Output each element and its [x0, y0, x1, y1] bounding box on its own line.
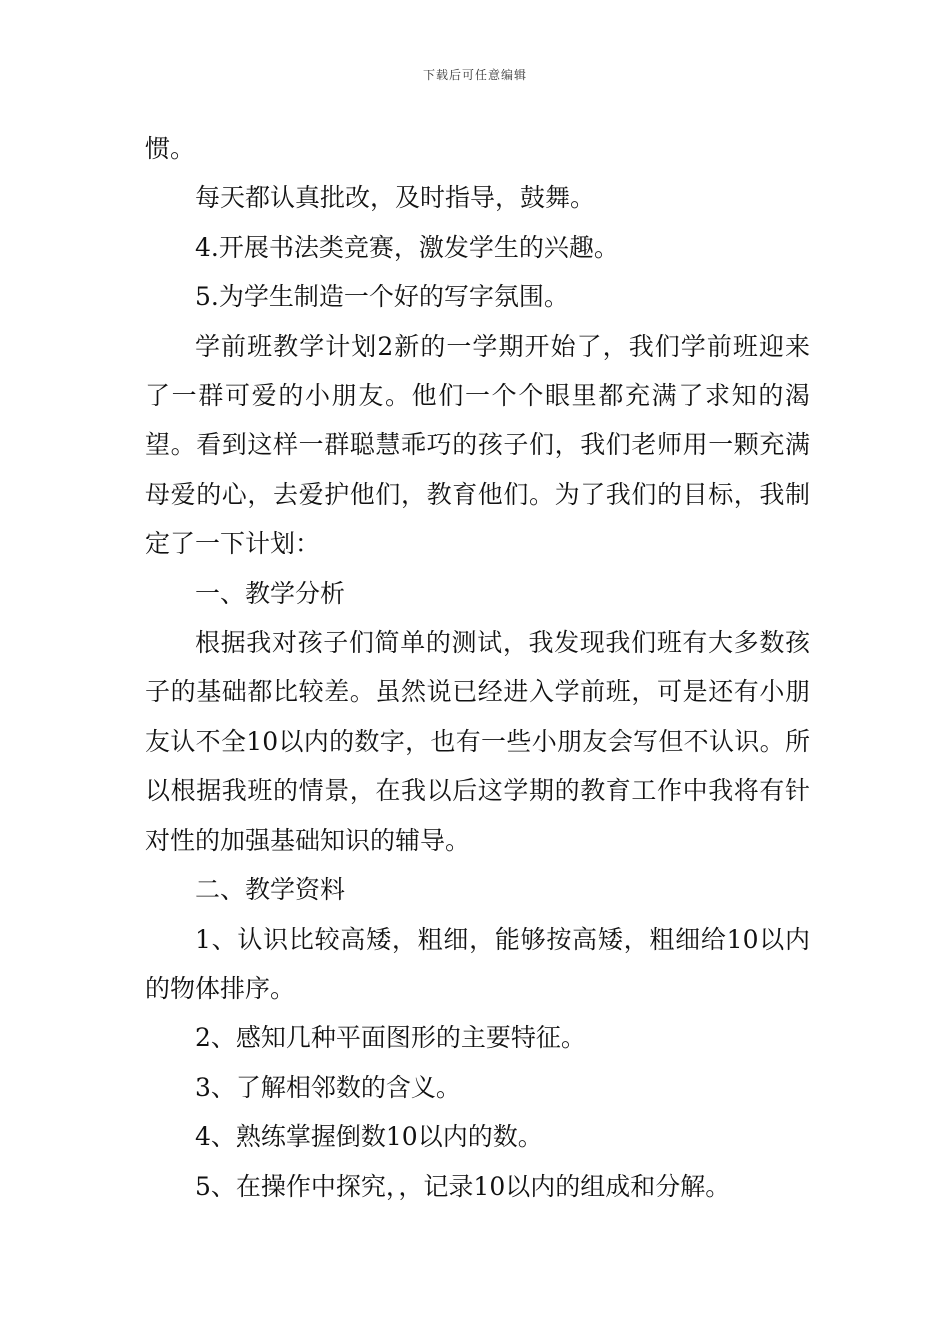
list-item: 3、了解相邻数的含义。 — [195, 1072, 461, 1102]
paragraph: 4.开展书法类竞赛，激发学生的兴趣。 — [195, 232, 619, 262]
section-heading: 二、教学资料 — [195, 875, 346, 905]
list-item: 5、在操作中探究，，记录10以内的组成和分解。 — [195, 1171, 731, 1201]
section-heading: 一、教学分析 — [195, 578, 346, 608]
document-body — [145, 124, 810, 1211]
paragraph: 每天都认真批改，及时指导，鼓舞。 — [195, 183, 596, 213]
list-item: 4、熟练掌握倒数10以内的数。 — [195, 1122, 543, 1152]
list-item: 2、感知几种平面图形的主要特征。 — [195, 1023, 586, 1053]
paragraph: 5.为学生制造一个好的写字氛围。 — [195, 282, 569, 312]
list-item: 1、认识比较高矮，粗细，能够按高矮，粗细给10以内的物体排序。 — [145, 924, 810, 1003]
paragraph: 学前班教学计划2新的一学期开始了，我们学前班迎来了一群可爱的小朋友。他们一个个眼里都充满了求知的渴望。看到这样一群聪慧乖巧的孩子们，我们老师用一颗充满母爱的心，去爱护他们，教育他们。为了我们的目标，我制定了一下计划： — [145, 331, 810, 559]
page-header: 下载后可任意编辑 — [422, 68, 527, 82]
paragraph: 根据我对孩子们简单的测试，我发现我们班有大多数孩子的基础都比较差。虽然说已经进入学前班，可是还有小朋友认不全10以内的数字，也有一些小朋友会写但不认识。所以根据我班的情景，在我以后这学期的教育工作中我将有针对性的加强基础知识的辅导。 — [145, 628, 810, 855]
paragraph: 惯。 — [145, 134, 196, 163]
